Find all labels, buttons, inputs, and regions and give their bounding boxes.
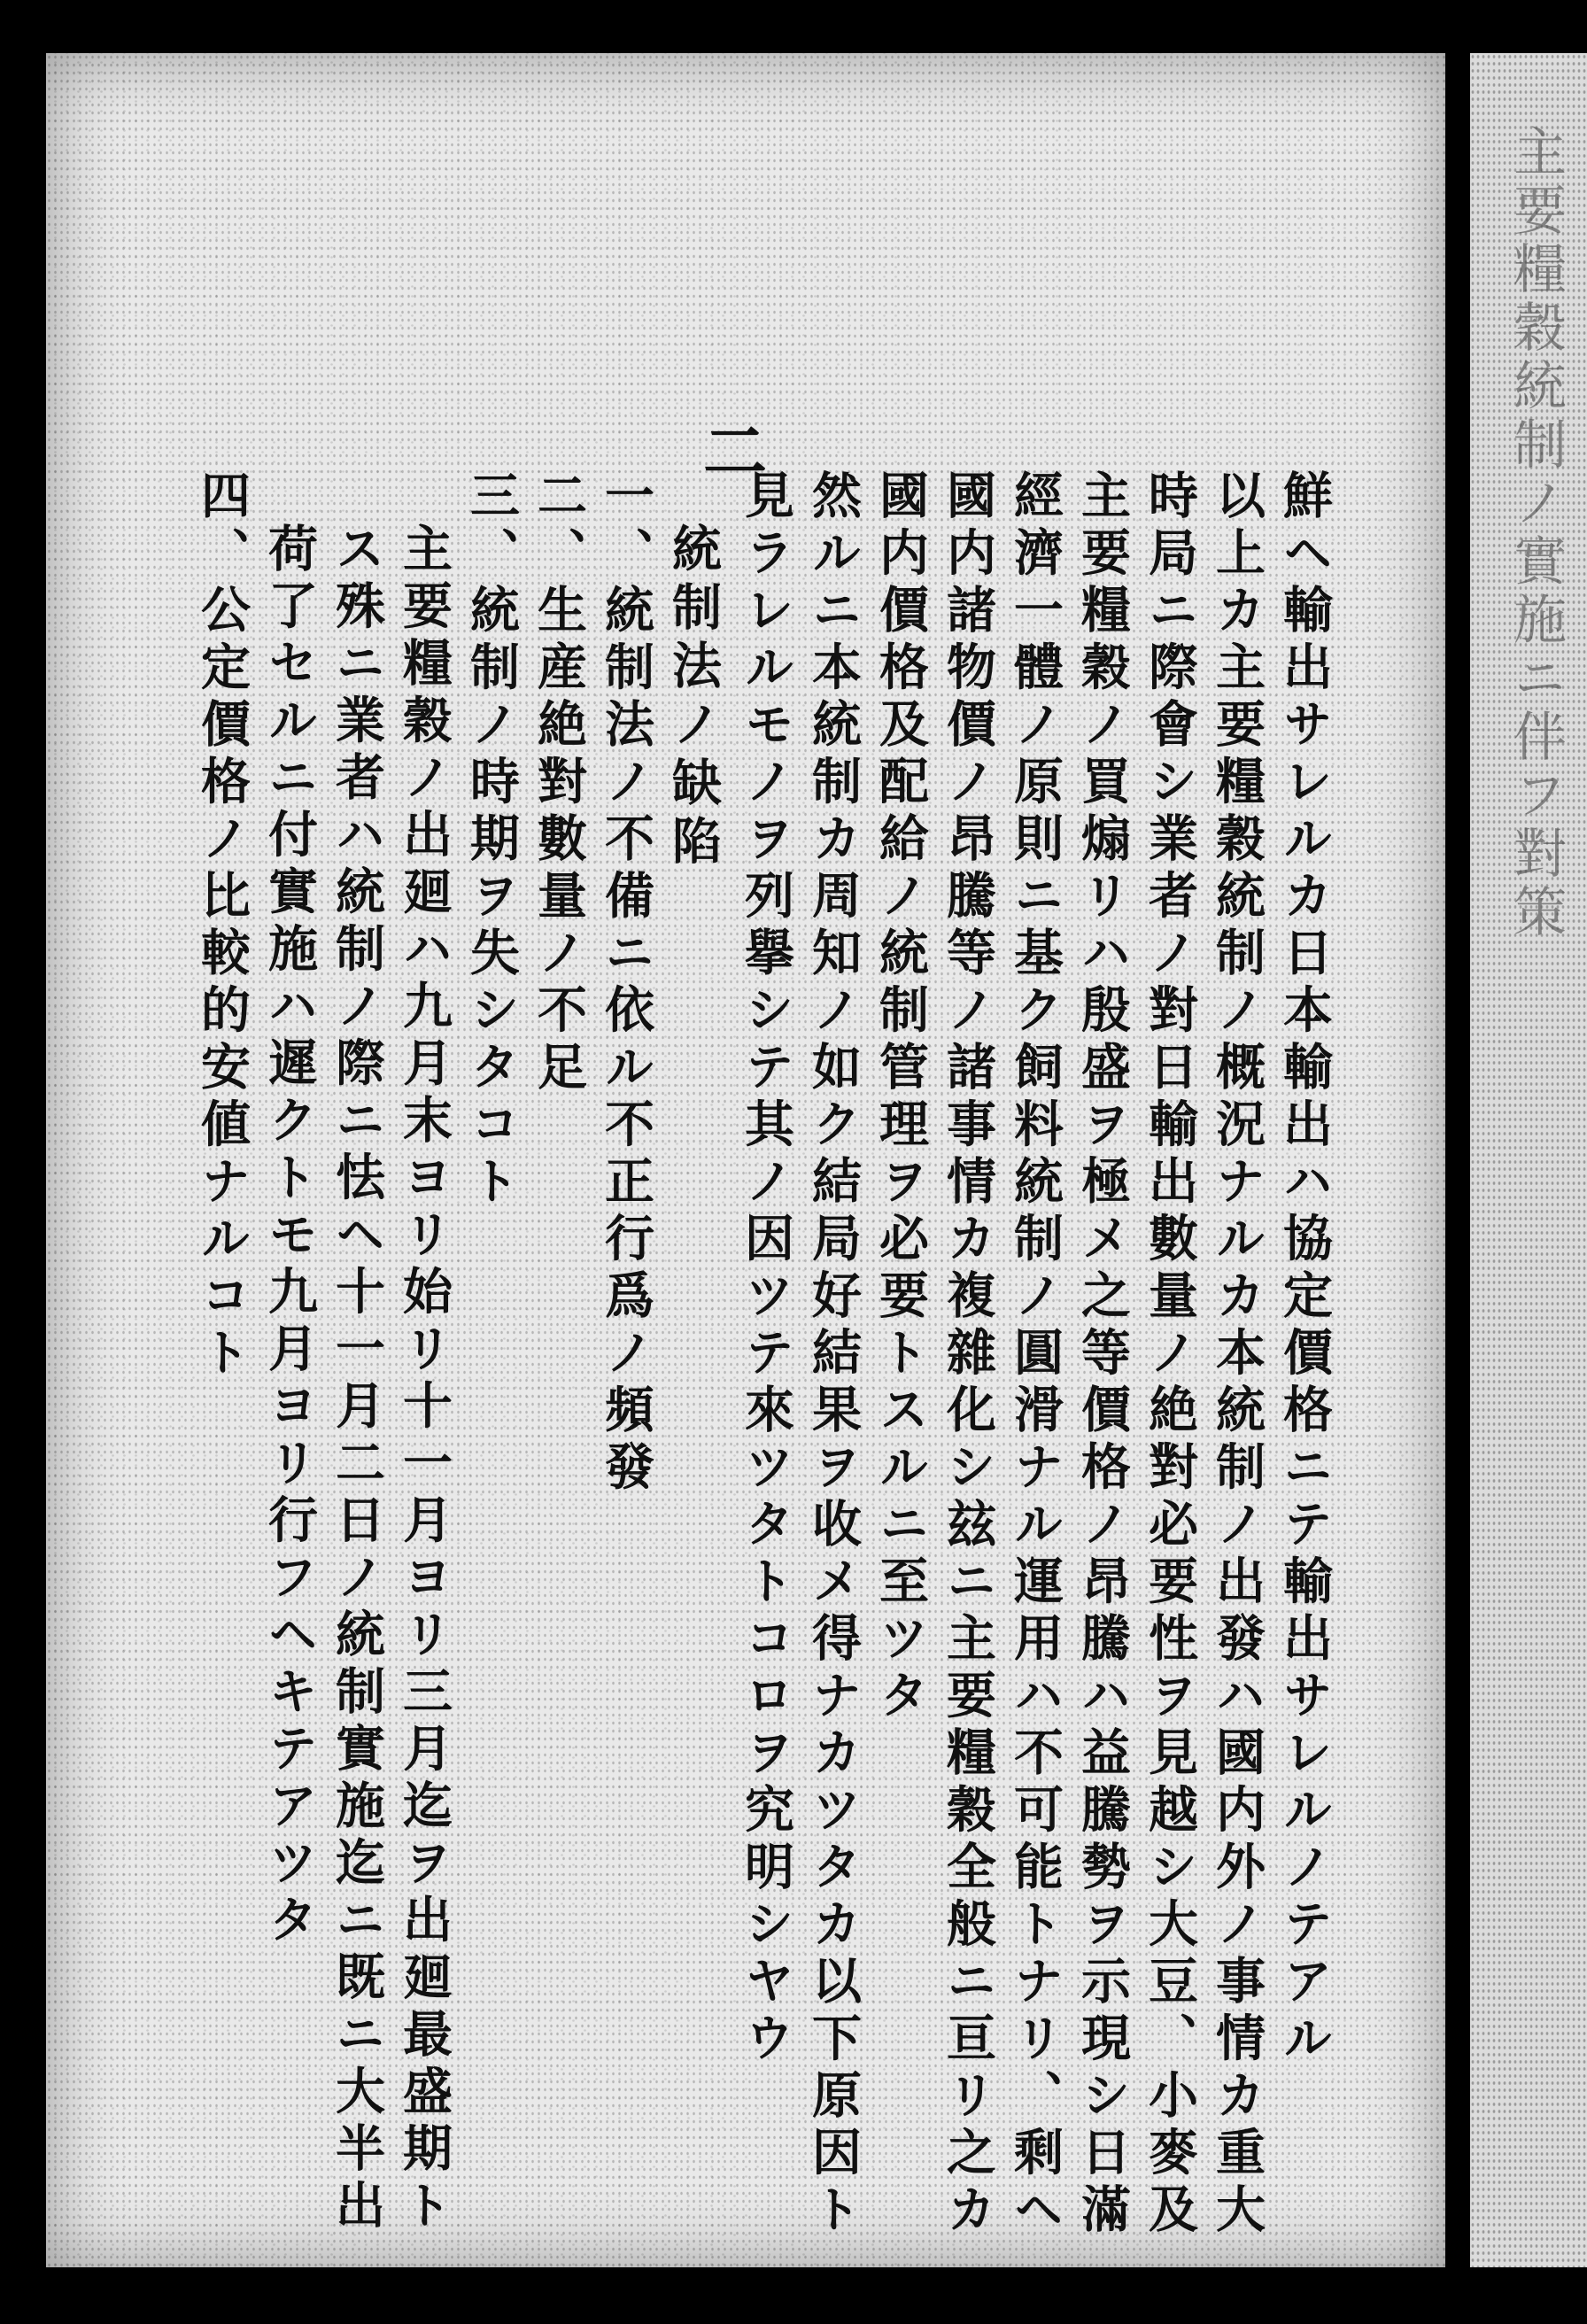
scanned-page — [46, 53, 1445, 2267]
section-number: 二 — [703, 414, 768, 489]
text-column-8: 然ルニ本統制カ周知ノ如ク結局好結果ヲ收メ得ナカツタカ以下原因ト — [804, 469, 863, 2241]
text-column-13: 三、統制ノ時期ヲ失シタコト — [462, 469, 521, 1212]
text-column-7: 國内價格及配給ノ統制管理ヲ必要トスルニ至ツタ — [871, 469, 930, 1726]
text-column-9: 見ラレルモノヲ列擧シテ其ノ因ツテ來ツタトコロヲ究明シヤウ — [737, 469, 795, 2069]
text-column-2: 以上カ主要糧穀統制ノ概況ナルカ本統制ノ出發ハ國内外ノ事情カ重大 — [1208, 469, 1266, 2241]
text-column-14: 主要糧穀ノ出廻ハ九月末ヨリ始リ十一月ヨリ三月迄ヲ出廻最盛期ト — [395, 523, 453, 2236]
text-column-16: 荷了セルニ付實施ハ遲クトモ九月ヨリ行フヘキテアツタ — [260, 523, 319, 1951]
text-column-12: 二、生産絶對數量ノ不足 — [530, 469, 588, 1098]
text-column-15: ス殊ニ業者ハ統制ノ際ニ怯ヘ十一月二日ノ統制實施迄ニ既ニ大半出 — [328, 523, 386, 2236]
section-heading: 統制法ノ缺陷 — [664, 523, 723, 873]
next-page-edge — [1470, 53, 1587, 2267]
text-column-6: 國内諸物價ノ昂騰等ノ諸事情カ複雜化シ玆ニ主要糧穀全般ニ亘リ之カ — [939, 469, 997, 2241]
text-column-5: 經濟一體ノ原則ニ基ク飼料統制ノ圓滑ナル運用ハ不可能トナリ、剩ヘ — [1006, 469, 1064, 2241]
text-column-3: 時局ニ際會シ業者ノ對日輸出數量ノ絶對必要性ヲ見越シ大豆、小麥及 — [1141, 469, 1199, 2241]
text-column-17: 四、公定價格ノ比較的安値ナルコト — [193, 469, 252, 1383]
text-column-11: 一、統制法ノ不備ニ依ル不正行爲ノ頻發 — [597, 469, 655, 1498]
text-column-4: 主要糧穀ノ買煽リハ殷盛ヲ極メ之等價格ノ昂騰ハ益騰勢ヲ示現シ日滿 — [1073, 469, 1132, 2241]
binding-gutter — [1445, 53, 1470, 2267]
next-page-bleed-text: 主要糧穀統制ノ實施ニ伴フ對策 — [1505, 124, 1567, 942]
text-column-1: 鮮ヘ輸出サレルカ日本輸出ハ協定價格ニテ輸出サレルノテアル — [1275, 469, 1334, 2069]
